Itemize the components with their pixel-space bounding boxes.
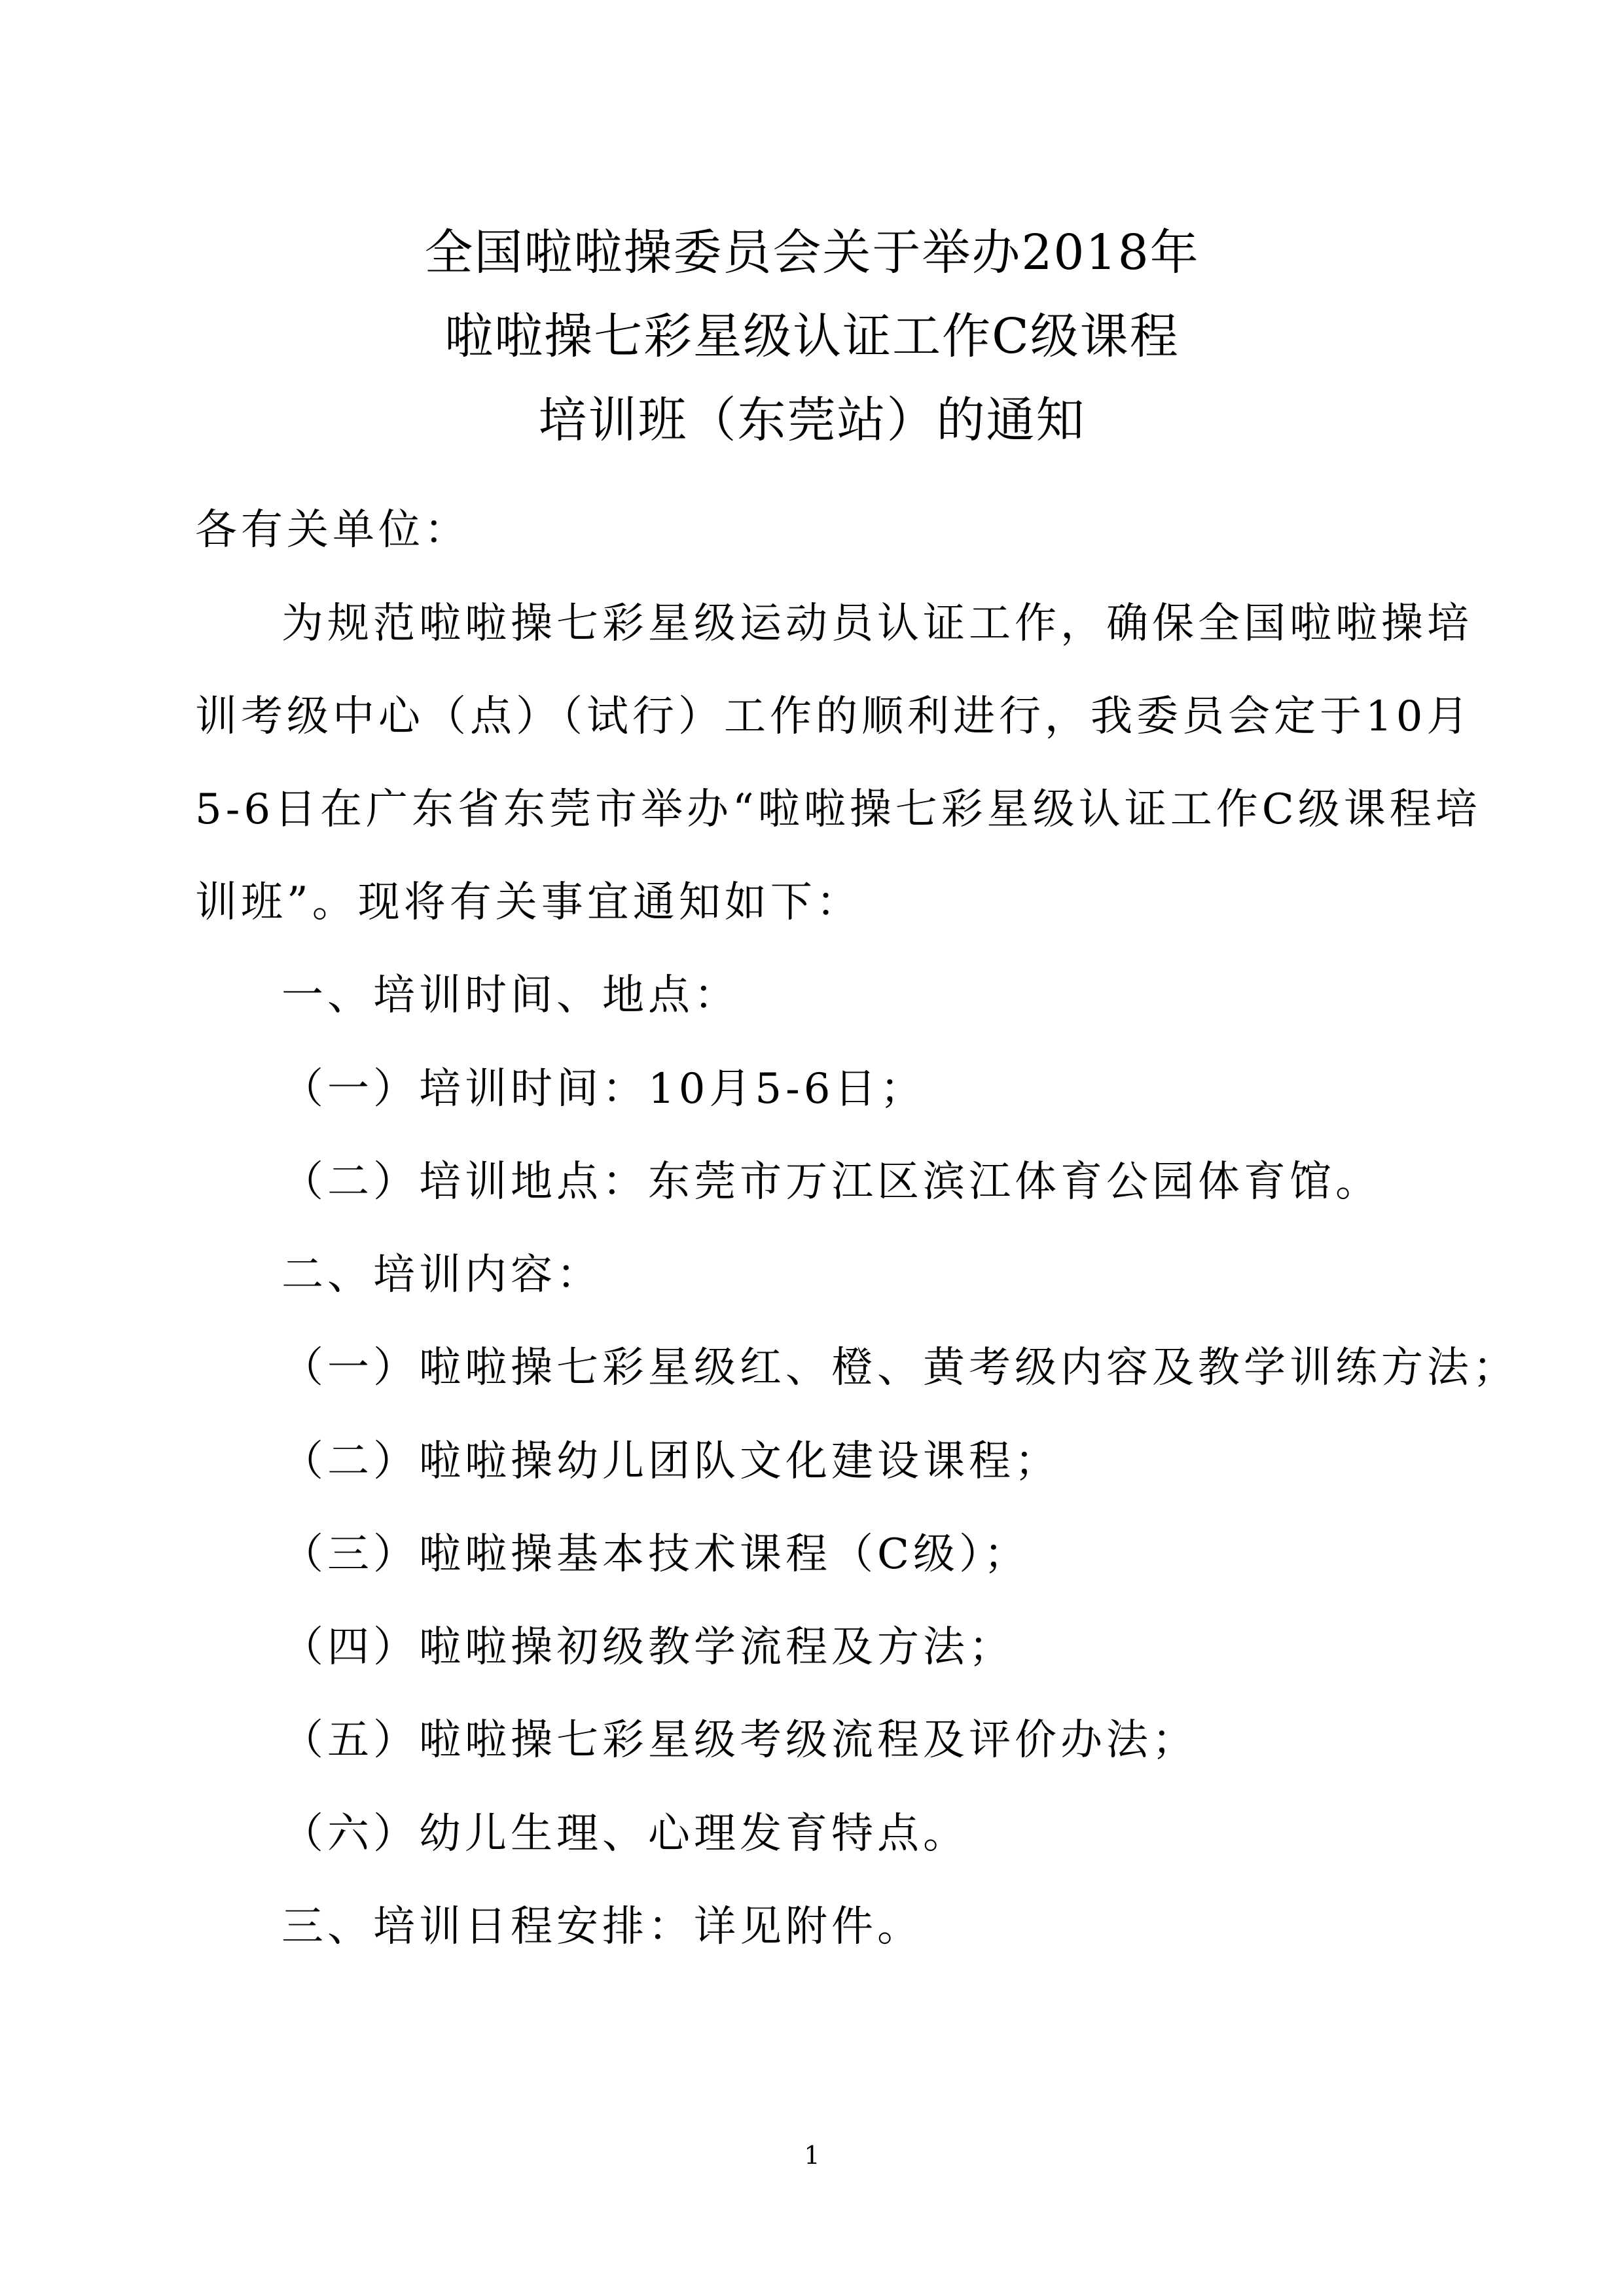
intro-line-4: 训班”。现将有关事宜通知如下： [195, 878, 862, 927]
title-line-2: 啦啦操七彩星级认证工作C级课程 [444, 308, 1180, 365]
salutation: 各有关单位： [195, 506, 470, 554]
section-2-item: （三）啦啦操基本技术课程（C级）； [281, 1530, 1030, 1579]
section-1-heading: 一、培训时间、地点： [281, 971, 740, 1020]
section-2-item: （一）啦啦操七彩星级红、橙、黄考级内容及教学训练方法； [281, 1344, 1519, 1392]
section-1-item: （一）培训时间：10月5-6日； [281, 1065, 926, 1113]
intro-line-3: 5-6日在广东省东莞市举办“啦啦操七彩星级认证工作C级课程培 [195, 785, 1481, 834]
title-line-1: 全国啦啦操委员会关于举办2018年 [424, 224, 1200, 281]
page-number: 1 [804, 2141, 820, 2170]
section-2-item: （六）幼儿生理、心理发育特点。 [281, 1810, 969, 1858]
section-1-item: （二）培训地点：东莞市万江区滨江体育公园体育馆。 [281, 1158, 1381, 1206]
document-title [0, 211, 1624, 462]
section-2-item: （五）啦啦操七彩星级考级流程及评价办法； [281, 1716, 1198, 1765]
intro-line-2: 训考级中心（点）（试行）工作的顺利进行，我委员会定于10月 [195, 692, 1473, 741]
section-3-heading: 三、培训日程安排：详见附件。 [281, 1903, 923, 1951]
intro-line-1: 为规范啦啦操七彩星级运动员认证工作，确保全国啦啦操培 [281, 600, 1473, 648]
section-2-item: （四）啦啦操初级教学流程及方法； [281, 1623, 1015, 1672]
title-line-3: 培训班（东莞站）的通知 [538, 392, 1086, 448]
section-2-heading: 二、培训内容： [281, 1251, 602, 1299]
section-2-item: （二）啦啦操幼儿团队文化建设课程； [281, 1437, 1060, 1486]
